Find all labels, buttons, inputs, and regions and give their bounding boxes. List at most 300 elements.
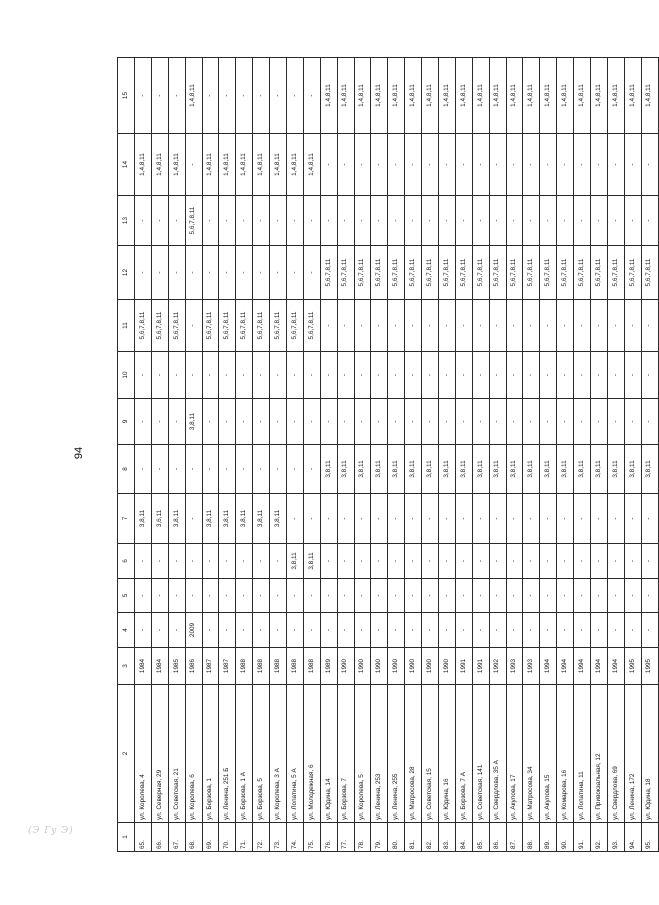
table-cell: - bbox=[472, 579, 489, 613]
row-number-cell: 68. bbox=[185, 823, 202, 852]
table-cell: - bbox=[624, 352, 641, 399]
table-cell: - bbox=[455, 134, 472, 196]
table-cell: - bbox=[303, 196, 320, 246]
table-cell: - bbox=[506, 352, 523, 399]
table-cell: - bbox=[607, 196, 624, 246]
table-row bbox=[540, 58, 557, 852]
table-cell: - bbox=[624, 196, 641, 246]
address-cell: ул. Свердлова, 35 А bbox=[489, 685, 506, 823]
table-cell: - bbox=[236, 246, 253, 300]
table-cell: - bbox=[540, 196, 557, 246]
row-number-cell: 79. bbox=[371, 823, 388, 852]
table-cell: - bbox=[557, 399, 574, 445]
table-cell: - bbox=[287, 196, 304, 246]
table-cell: - bbox=[287, 579, 304, 613]
table-cell: - bbox=[371, 352, 388, 399]
table-row bbox=[354, 58, 371, 852]
table-cell: - bbox=[253, 445, 270, 494]
column-header: 13 bbox=[118, 196, 135, 246]
table-cell: - bbox=[168, 613, 185, 648]
table-cell: - bbox=[185, 134, 202, 196]
table-cell: - bbox=[523, 300, 540, 352]
table-cell: - bbox=[574, 494, 591, 544]
table-cell: - bbox=[574, 300, 591, 352]
table-cell: 3,8,11 bbox=[320, 445, 337, 494]
table-cell: - bbox=[439, 544, 456, 579]
table-cell: - bbox=[320, 579, 337, 613]
table-cell: 3,8,11 bbox=[591, 445, 608, 494]
year-cell: 1994 bbox=[557, 648, 574, 685]
table-cell: 1,4,8,11 bbox=[455, 58, 472, 134]
address-cell: ул. Лопатина, 5 А bbox=[287, 685, 304, 823]
table-cell: - bbox=[202, 579, 219, 613]
table-cell: - bbox=[405, 399, 422, 445]
table-cell: 3,8,11 bbox=[135, 494, 152, 544]
table-cell: 3,8,11 bbox=[455, 445, 472, 494]
table-row bbox=[607, 58, 624, 852]
table-cell: - bbox=[472, 399, 489, 445]
table-cell: - bbox=[557, 196, 574, 246]
table-cell: - bbox=[270, 196, 287, 246]
table-cell: 1,4,8,11 bbox=[219, 134, 236, 196]
table-cell: - bbox=[303, 352, 320, 399]
table-cell: - bbox=[591, 352, 608, 399]
table-cell: 3,8,11 bbox=[371, 445, 388, 494]
table-cell: - bbox=[371, 494, 388, 544]
table-cell: - bbox=[202, 399, 219, 445]
table-cell: - bbox=[354, 544, 371, 579]
table-cell: - bbox=[489, 494, 506, 544]
table-cell: - bbox=[388, 494, 405, 544]
table-cell: 5,6,7,8,11 bbox=[405, 246, 422, 300]
table-cell: - bbox=[320, 196, 337, 246]
row-number-cell: 77. bbox=[337, 823, 354, 852]
table-cell: 3,8,11 bbox=[523, 445, 540, 494]
address-cell: ул. Юдина, 14 bbox=[320, 685, 337, 823]
table-cell: - bbox=[607, 579, 624, 613]
table-cell: - bbox=[455, 300, 472, 352]
address-cell: ул. Юдина, 16 bbox=[439, 685, 456, 823]
table-cell: - bbox=[489, 399, 506, 445]
year-cell: 1990 bbox=[422, 648, 439, 685]
table-cell: - bbox=[540, 544, 557, 579]
table-cell: 1,4,8,11 bbox=[371, 58, 388, 134]
table-cell: 5,6,7,8,11 bbox=[557, 246, 574, 300]
address-cell: ул. Ленина, 251 Б bbox=[219, 685, 236, 823]
table-cell: 3,8,11 bbox=[303, 544, 320, 579]
table-cell: - bbox=[506, 579, 523, 613]
table-cell: - bbox=[422, 544, 439, 579]
table-cell: - bbox=[607, 544, 624, 579]
table-cell: 3,8,11 bbox=[405, 445, 422, 494]
table-cell: - bbox=[270, 445, 287, 494]
table-cell: - bbox=[388, 399, 405, 445]
table-cell: - bbox=[202, 544, 219, 579]
table-cell: - bbox=[624, 300, 641, 352]
table-cell: 1,4,8,11 bbox=[405, 58, 422, 134]
table-cell: - bbox=[557, 494, 574, 544]
table-cell: - bbox=[607, 494, 624, 544]
table-cell: - bbox=[574, 613, 591, 648]
table-cell: - bbox=[422, 300, 439, 352]
table-cell: 5,6,7,8,11 bbox=[219, 300, 236, 352]
row-number-cell: 88. bbox=[523, 823, 540, 852]
table-cell: - bbox=[185, 494, 202, 544]
table-cell: - bbox=[135, 246, 152, 300]
column-header: 14 bbox=[118, 134, 135, 196]
row-number-cell: 67. bbox=[168, 823, 185, 852]
table-cell: - bbox=[489, 613, 506, 648]
table-cell: 1,4,8,11 bbox=[607, 58, 624, 134]
table-cell: - bbox=[303, 613, 320, 648]
table-cell: 1,4,8,11 bbox=[337, 58, 354, 134]
table-cell: 5,6,7,8,11 bbox=[236, 300, 253, 352]
year-cell: 1987 bbox=[219, 648, 236, 685]
table-cell: - bbox=[388, 613, 405, 648]
table-cell: - bbox=[439, 613, 456, 648]
table-cell: - bbox=[168, 58, 185, 134]
table-cell: - bbox=[439, 399, 456, 445]
table-cell: - bbox=[388, 300, 405, 352]
table-cell: - bbox=[540, 494, 557, 544]
table-cell: - bbox=[422, 579, 439, 613]
table-cell: - bbox=[337, 579, 354, 613]
table-cell: - bbox=[523, 196, 540, 246]
table-cell: - bbox=[371, 300, 388, 352]
table-cell: - bbox=[270, 246, 287, 300]
year-cell: 1985 bbox=[168, 648, 185, 685]
address-cell: ул. Королева, 4 bbox=[135, 685, 152, 823]
table-cell: - bbox=[168, 579, 185, 613]
table-cell: - bbox=[270, 58, 287, 134]
address-cell: ул. Матросова, 34 bbox=[523, 685, 540, 823]
table-row bbox=[270, 58, 287, 852]
table-cell: 5,6,7,8,11 bbox=[151, 300, 168, 352]
column-header: 3 bbox=[118, 648, 135, 685]
address-cell: ул. Борзова, 1 bbox=[202, 685, 219, 823]
column-header: 10 bbox=[118, 352, 135, 399]
table-cell: - bbox=[202, 58, 219, 134]
table-cell: - bbox=[354, 399, 371, 445]
year-cell: 1984 bbox=[135, 648, 152, 685]
row-number-cell: 81. bbox=[405, 823, 422, 852]
table-cell: - bbox=[185, 579, 202, 613]
table-cell: 5,6,7,8,11 bbox=[472, 246, 489, 300]
table-cell: - bbox=[422, 196, 439, 246]
rotated-table-frame bbox=[117, 58, 653, 852]
table-cell: 1,4,8,11 bbox=[303, 134, 320, 196]
year-cell: 1993 bbox=[523, 648, 540, 685]
table-cell: 2009 bbox=[185, 613, 202, 648]
table-cell: - bbox=[557, 134, 574, 196]
table-cell: - bbox=[236, 579, 253, 613]
table-cell: 1,4,8,11 bbox=[135, 134, 152, 196]
table-cell: - bbox=[405, 494, 422, 544]
table-cell: - bbox=[270, 579, 287, 613]
table-cell: - bbox=[135, 196, 152, 246]
table-cell: - bbox=[151, 246, 168, 300]
table-cell: - bbox=[253, 544, 270, 579]
table-cell: - bbox=[455, 352, 472, 399]
table-cell: - bbox=[523, 352, 540, 399]
table-cell: - bbox=[151, 579, 168, 613]
table-cell: 3,8,11 bbox=[489, 445, 506, 494]
table-row bbox=[168, 58, 185, 852]
table-cell: - bbox=[388, 196, 405, 246]
table-cell: - bbox=[489, 544, 506, 579]
table-cell: - bbox=[287, 352, 304, 399]
table-cell: - bbox=[253, 352, 270, 399]
column-header: 9 bbox=[118, 399, 135, 445]
table-cell: - bbox=[472, 352, 489, 399]
table-row bbox=[405, 58, 422, 852]
row-number-cell: 80. bbox=[388, 823, 405, 852]
table-cell: - bbox=[354, 300, 371, 352]
table-cell: - bbox=[151, 58, 168, 134]
year-cell: 1988 bbox=[303, 648, 320, 685]
table-cell: - bbox=[405, 352, 422, 399]
address-cell: ул. Королева, 3 А bbox=[270, 685, 287, 823]
table-row bbox=[422, 58, 439, 852]
table-cell: - bbox=[641, 494, 658, 544]
table-cell: 1,4,8,11 bbox=[591, 58, 608, 134]
table-cell: - bbox=[337, 134, 354, 196]
table-cell: - bbox=[506, 196, 523, 246]
table-cell: - bbox=[185, 300, 202, 352]
row-number-cell: 70. bbox=[219, 823, 236, 852]
table-cell: - bbox=[354, 494, 371, 544]
table-cell: 5,6,7,8,11 bbox=[388, 246, 405, 300]
table-row bbox=[202, 58, 219, 852]
table-cell: - bbox=[422, 613, 439, 648]
table-cell: - bbox=[135, 613, 152, 648]
table-cell: - bbox=[320, 300, 337, 352]
table-cell: - bbox=[151, 613, 168, 648]
table-cell: - bbox=[439, 352, 456, 399]
year-cell: 1988 bbox=[253, 648, 270, 685]
table-cell: - bbox=[236, 352, 253, 399]
table-cell: - bbox=[455, 613, 472, 648]
table-cell: - bbox=[270, 352, 287, 399]
table-cell: 3,8,11 bbox=[270, 494, 287, 544]
table-cell: 1,4,8,11 bbox=[624, 58, 641, 134]
table-cell: 1,4,8,11 bbox=[253, 134, 270, 196]
table-cell: 5,6,7,8,11 bbox=[455, 246, 472, 300]
registry-table bbox=[117, 57, 659, 852]
table-cell: - bbox=[287, 613, 304, 648]
table-cell: - bbox=[439, 134, 456, 196]
row-number-cell: 95. bbox=[641, 823, 658, 852]
table-cell: - bbox=[270, 544, 287, 579]
table-cell: 3,8,11 bbox=[337, 445, 354, 494]
year-cell: 1991 bbox=[472, 648, 489, 685]
table-cell: - bbox=[202, 352, 219, 399]
table-container bbox=[117, 58, 653, 852]
table-cell: - bbox=[371, 134, 388, 196]
table-cell: 3,8,11 bbox=[574, 445, 591, 494]
table-cell: - bbox=[624, 494, 641, 544]
table-cell: - bbox=[219, 445, 236, 494]
table-cell: 1,4,8,11 bbox=[202, 134, 219, 196]
table-cell: - bbox=[422, 399, 439, 445]
table-cell: - bbox=[439, 300, 456, 352]
table-cell: 1,4,8,11 bbox=[354, 58, 371, 134]
table-cell: - bbox=[506, 613, 523, 648]
table-cell: - bbox=[388, 134, 405, 196]
table-cell: 1,4,8,11 bbox=[574, 58, 591, 134]
row-number-cell: 82. bbox=[422, 823, 439, 852]
table-cell: 3,8,11 bbox=[185, 399, 202, 445]
table-cell: - bbox=[253, 246, 270, 300]
table-cell: - bbox=[607, 300, 624, 352]
address-cell: ул. Лопатина, 11 bbox=[574, 685, 591, 823]
table-row bbox=[219, 58, 236, 852]
table-cell: 5,6,7,8,11 bbox=[337, 246, 354, 300]
table-cell: - bbox=[151, 352, 168, 399]
table-row bbox=[557, 58, 574, 852]
table-cell: 5,6,7,8,11 bbox=[422, 246, 439, 300]
table-body bbox=[118, 58, 659, 852]
table-cell: - bbox=[489, 579, 506, 613]
table-cell: - bbox=[270, 613, 287, 648]
table-cell: - bbox=[472, 544, 489, 579]
table-row bbox=[574, 58, 591, 852]
table-cell: 1,4,8,11 bbox=[185, 58, 202, 134]
address-cell: ул. Ленина, 255 bbox=[388, 685, 405, 823]
page-number: 94 bbox=[73, 446, 85, 460]
year-cell: 1990 bbox=[371, 648, 388, 685]
table-cell: - bbox=[135, 579, 152, 613]
table-cell: - bbox=[641, 196, 658, 246]
table-cell: - bbox=[472, 134, 489, 196]
table-cell: 3,8,11 bbox=[354, 445, 371, 494]
table-cell: - bbox=[506, 399, 523, 445]
table-cell: - bbox=[506, 494, 523, 544]
table-cell: - bbox=[439, 579, 456, 613]
table-cell: - bbox=[591, 196, 608, 246]
row-number-cell: 73. bbox=[270, 823, 287, 852]
table-cell: - bbox=[591, 399, 608, 445]
table-row bbox=[624, 58, 641, 852]
table-cell: - bbox=[219, 352, 236, 399]
column-header: 8 bbox=[118, 445, 135, 494]
table-cell: - bbox=[574, 399, 591, 445]
table-cell: - bbox=[641, 544, 658, 579]
year-cell: 1984 bbox=[151, 648, 168, 685]
table-cell: - bbox=[523, 613, 540, 648]
address-cell: ул. Комарова, 16 bbox=[557, 685, 574, 823]
table-cell: 5,6,7,8,11 bbox=[489, 246, 506, 300]
table-cell: - bbox=[219, 196, 236, 246]
table-cell: - bbox=[371, 613, 388, 648]
table-cell: - bbox=[202, 246, 219, 300]
table-cell: - bbox=[422, 494, 439, 544]
table-cell: - bbox=[320, 494, 337, 544]
year-cell: 1988 bbox=[287, 648, 304, 685]
year-cell: 1988 bbox=[236, 648, 253, 685]
table-cell: 1,4,8,11 bbox=[472, 58, 489, 134]
address-cell: ул. Ленина, 172 bbox=[624, 685, 641, 823]
table-row bbox=[151, 58, 168, 852]
table-cell: - bbox=[354, 613, 371, 648]
table-cell: 3,8,11 bbox=[641, 445, 658, 494]
table-cell: - bbox=[591, 544, 608, 579]
table-cell: - bbox=[591, 300, 608, 352]
table-cell: - bbox=[236, 58, 253, 134]
address-cell: ул. Борзова, 5 bbox=[253, 685, 270, 823]
table-cell: - bbox=[354, 352, 371, 399]
row-number-cell: 92. bbox=[591, 823, 608, 852]
table-cell: - bbox=[405, 196, 422, 246]
table-cell: 1,4,8,11 bbox=[641, 58, 658, 134]
table-cell: - bbox=[506, 300, 523, 352]
table-cell: 5,6,7,8,11 bbox=[320, 246, 337, 300]
table-row bbox=[388, 58, 405, 852]
table-cell: - bbox=[557, 300, 574, 352]
address-cell: ул. Борзова, 7 А bbox=[455, 685, 472, 823]
table-cell: 5,6,7,8,11 bbox=[185, 196, 202, 246]
table-cell: - bbox=[641, 399, 658, 445]
table-row bbox=[303, 58, 320, 852]
table-cell: 1,4,8,11 bbox=[151, 134, 168, 196]
table-cell: 1,4,8,11 bbox=[523, 58, 540, 134]
table-cell: 5,6,7,8,11 bbox=[540, 246, 557, 300]
column-header: 1 bbox=[118, 823, 135, 852]
table-cell: - bbox=[591, 579, 608, 613]
table-cell: 5,6,7,8,11 bbox=[354, 246, 371, 300]
table-cell: 3,8,11 bbox=[439, 445, 456, 494]
table-cell: - bbox=[489, 196, 506, 246]
table-cell: - bbox=[472, 613, 489, 648]
table-cell: - bbox=[168, 445, 185, 494]
table-cell: 3,8,11 bbox=[557, 445, 574, 494]
table-cell: - bbox=[574, 352, 591, 399]
column-header: 4 bbox=[118, 613, 135, 648]
table-cell: 1,4,8,11 bbox=[422, 58, 439, 134]
table-cell: - bbox=[354, 196, 371, 246]
table-cell: - bbox=[168, 352, 185, 399]
table-cell: - bbox=[624, 613, 641, 648]
address-cell: ул. Королева, 6 bbox=[185, 685, 202, 823]
table-cell: - bbox=[540, 300, 557, 352]
table-cell: - bbox=[236, 196, 253, 246]
table-cell: - bbox=[219, 246, 236, 300]
table-row bbox=[506, 58, 523, 852]
table-cell: - bbox=[523, 544, 540, 579]
column-header: 2 bbox=[118, 685, 135, 823]
row-number-cell: 78. bbox=[354, 823, 371, 852]
table-cell: - bbox=[219, 399, 236, 445]
column-header: 5 bbox=[118, 579, 135, 613]
table-cell: 3,8,11 bbox=[168, 494, 185, 544]
table-cell: - bbox=[202, 196, 219, 246]
table-cell: - bbox=[371, 544, 388, 579]
table-row bbox=[320, 58, 337, 852]
year-cell: 1986 bbox=[185, 648, 202, 685]
table-cell: - bbox=[422, 134, 439, 196]
column-header: 11 bbox=[118, 300, 135, 352]
table-cell: 3,8,11 bbox=[624, 445, 641, 494]
table-row bbox=[439, 58, 456, 852]
year-cell: 1988 bbox=[270, 648, 287, 685]
row-number-cell: 76. bbox=[320, 823, 337, 852]
table-row bbox=[523, 58, 540, 852]
year-cell: 1993 bbox=[506, 648, 523, 685]
table-cell: - bbox=[337, 544, 354, 579]
table-cell: 1,4,8,11 bbox=[236, 134, 253, 196]
table-cell: - bbox=[489, 352, 506, 399]
table-cell: - bbox=[185, 445, 202, 494]
